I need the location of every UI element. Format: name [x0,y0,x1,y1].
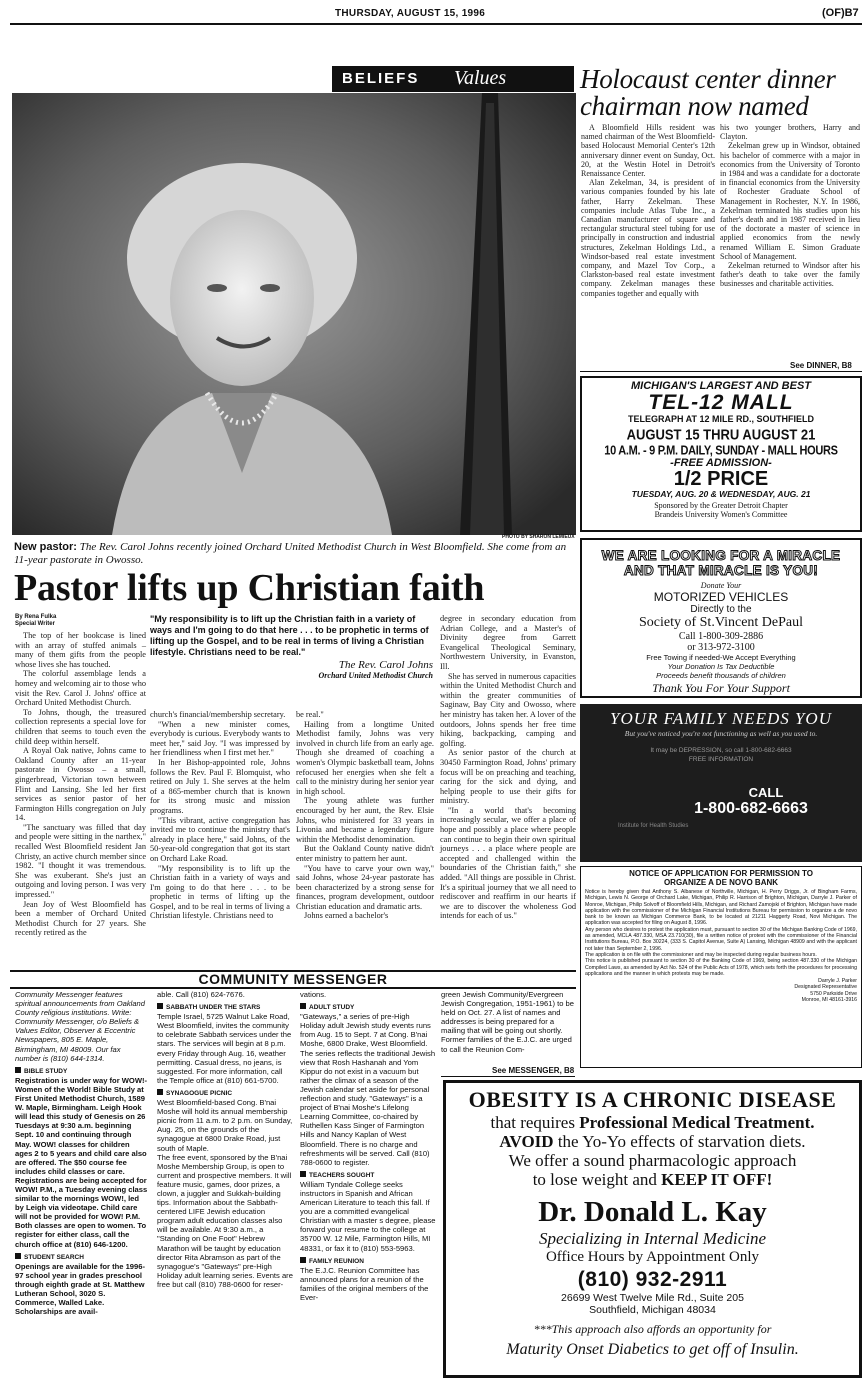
obesity-line1a: that requires [490,1113,580,1132]
paragraph: Zekelman returned to Windsor after his father's death to take over the family businesses and charitable activities. [720,261,860,289]
obesity-line2a: AVOID [499,1132,554,1151]
pullquote-org: Orchard United Methodist Church [318,671,433,680]
caption-label: New pastor: [14,541,77,553]
depression-line3: It may be DEPRESSION, so call 1-800-682-6663 [650,747,792,754]
paragraph: "This vibrant, active congregation has invited me to continue the ministry that's already in place here," said Johns, of the 50-year-old congregation that got its start on Orchard Lake Road. [150,815,290,863]
depaul-call: Call 1-800-309-2886 [678,631,764,642]
pullquote [150,614,433,680]
paragraph: Hailing from a longtime United Methodist family, Johns was very involved in church life from an early age. Though she dreamed of coaching a women's Olympic basketball team, Johns refocused her energies when she felt a call to the ministry during her senior year in high school. [296,719,434,796]
obesity-bottom: Maturity Onset Diabetics to get off of Insulin. [506,1341,799,1358]
bullet-icon [300,1171,306,1177]
announcement-text: Openings are available for the 1996-97 school year in grades preschool through eighth grade at St. Matthew Lutheran School, 3020 S. Commerce, Walled Lake. Scholarships are avail- [15,1261,145,1317]
mall-ad-location: TELEGRAPH AT 12 MILE RD., SOUTHFIELD [627,414,814,424]
bullet-icon [157,1089,163,1095]
depression-sub: But you've noticed you're not functioning as well as you used to. [624,729,818,738]
depaul-org: Society of St.Vincent DePaul [638,615,804,630]
announcement-text: West Bloomfield-based Cong. B'nai Moshe will hold its annual membership picnic from 11 a.m. to 2 p.m. on Sunday, Aug. 25, on the grounds of the synagogue at 6800 Drake Road, just south of Maple. [157,1098,293,1153]
obesity-line1b: Professional Medical Treatment. [579,1113,815,1132]
paragraph: But the Oakland County native didn't enter ministry to pattern her aunt. [296,844,434,863]
paragraph: degree in secondary education from Adrian College, and a Master's of Divinity degree from Garrett Evangelical Theological Seminary, Northwestern University, in Evanston, Ill. [440,614,576,671]
notice-signature: 5750 Parkside Drive [810,990,857,997]
depaul-or: or 313-972-3100 [687,642,755,653]
paragraph: be real." [296,710,324,719]
paragraph: The top of her bookcase is lined with an array of stuffed animals – many of them gifts from the people whose lives she has touched. [15,631,146,669]
heading-student-search: STUDENT SEARCH [15,1253,148,1262]
mall-ad-free: -FREE ADMISSION- [670,457,772,469]
obesity-line4a: to lose weight and [532,1170,662,1189]
depression-org: Institute for Health Studies [618,823,689,829]
paragraph: "In a world that's becoming increasingly secular, we offer a place of hope and possibly a place where people can continue to begin their own spiritual journeys . . . a place where people are accepted and challenged within the boundaries of the Christian faith," she added. "All things are possible in Christ. It's a spiritual journey that we all need to rediscover and reaffirm in our hearts if we are to discover the wholeness God intends for each of us." [440,805,576,921]
holocaust-headline: Holocaust center dinner chairman now named [580,64,836,121]
depression-call: CALL [748,785,784,800]
heading-adult-study: ADULT STUDY [300,1003,436,1012]
paragraph: To Johns, though, the treasured collection represents a special love for children that seems to touch even the child deep within herself. [15,707,146,746]
bullet-icon [300,1003,306,1009]
paragraph: Zekelman grew up in Windsor, obtained his bachelor of commerce with a major in economics from the University of Toronto in 1984 and was a candidate for a doctorate in financial economics from the University of Rochester Graduate School of Management in Rochester, N.Y. In 1986, Zekelman terminated his studies upon his father's death and in 1987 received in lieu of the doctorate a master of science in applied economics from the newly renamed William E. Simon Graduate School of Management. [720,141,860,261]
byline-name: By Rena Fulka [15,614,57,620]
paragraph: A Royal Oak native, Johns came to Oakland County after an 11-year pastorate in Owosso – a small, gingerbread, Victorian town between Flint and Lansing. She led her first services as senior pastor of her Farmington Hills congregation on July 14. [15,746,146,823]
notice-title: NOTICE OF APPLICATION FOR PERMISSION TO [629,869,813,878]
depaul-ad[interactable] [580,538,862,698]
notice-title-2: ORGANIZE A DE NOVO BANK [663,878,779,887]
section-flag [332,66,574,92]
obesity-ad[interactable] [443,1080,862,1378]
mall-ad[interactable] [580,376,862,532]
obesity-specialty: Specializing in Internal Medicine [538,1229,767,1248]
depaul-item: MOTORIZED VEHICLES [653,590,789,604]
announcement-text: Temple Israel, 5725 Walnut Lake Road, West Bloomfield, invites the community to celebrate Sabbath services under the stars. The services will begin at 8 p.m. every Friday through Aug. 16, weather permitting. Casual dress, no jeans, is suggested. For more information, call the Temple office at (810) 661-5700. [157,1012,292,1085]
photo-caption [14,541,574,567]
community-title: COMMUNITY MESSENGER [198,971,388,987]
community-column-2 [157,990,293,1289]
bullet-icon [15,1253,21,1259]
mall-ad-days: TUESDAY, AUG. 20 & WEDNESDAY, AUG. 21 [631,489,811,499]
depaul-deductible: Your Donation Is Tax Deductible [667,662,775,671]
mall-ad-sponsor1: Sponsored by the Greater Detroit Chapter [654,501,788,510]
depaul-towing: Free Towing if needed-We Accept Everything [646,653,796,662]
paragraph: The colorful assemblage lends a homey and welcoming air to those who visit the Rev. Carol J. Johns' office at Orchard United Methodist Church. [15,669,146,708]
depression-line4: FREE INFORMATION [688,756,754,763]
paragraph: As senior pastor of the church at 30450 Farmington Road, Johns' primary focus will be on preaching and teaching, caring for the sick and dying, and helping people to use their gifts for ministry. [440,748,576,806]
main-headline: Pastor lifts up Christian faith [14,567,485,609]
depaul-thanks: Thank You For Your Support [652,681,790,695]
announcement-text: Registrations are being accepted for WOW! P.M., a Tuesday evening class similar to the mornings WOW!, led by Leigh via videotape. Child care will not be provided for WOW! P.M. Both classes are open to women. To register for either class, call the church office at (810) 646-1200. [15,1175,148,1249]
byline-title: Special Writer [15,621,55,627]
obesity-line3: We offer a sound pharmacologic approach [508,1151,797,1170]
notice-paragraph: Any person who desires to protest the application must, pursuant to section 30 of the Michigan Banking Code of 1969, as amended, MCLA 487.330, MSA 23.710(30), file a written notice of protest with the commissioner of the Financial Institutions Bureau, P.O. Box 30224, (333 S. Capitol Avenue, Suite A) Lansing, Michigan 48909 and with the applicant not later than September 2, 1996. [585,926,857,952]
divider [441,1076,575,1077]
paragraph: church's financial/membership secretary. [150,710,286,719]
paragraph: Alan Zekelman, 34, is president of various companies founded by his late father, Harry Zekelman. These companies include Atlas Tube Inc., a Canadian manufacturer of square and rectangular structural steel tubing for use principally in construction and industrial structures, Zekelman Holdings Ltd., a Windsor-based real estate investment company, and Mazel Tov Corp., a Clarkston-based real estate investment company. Zekelman manages these companies together and equally with [581,178,715,298]
bullet-icon [300,1257,306,1263]
heading-sabbath: SABBATH UNDER THE STARS [157,1003,293,1012]
bank-notice [580,866,862,1068]
announcement-text: green Jewish Community/Evergreen Jewish Congregation, 1951-1961) to be held on Oct. 27. A list of names and addresses is being prepared for a mailing that will be going out shortly. Former families of the E.J.C. are urged to call the Reunion Com- [441,990,574,1054]
page-number: (OF)B7 [822,7,859,19]
notice-signature: Darryle J. Parker [818,978,857,985]
obesity-doctor: Dr. Donald L. Kay [538,1196,767,1228]
holocaust-column-2 [720,123,860,289]
heading-bible-study: BIBLE STUDY [15,1067,148,1076]
paragraph: Johns earned a bachelor's [304,911,389,921]
notice-paragraph: Notice is hereby given that Anthony S. Albanese of Northville, Michigan, H. Perry Driggs, Jr. of Bingham Farms, Michigan, Lewis N. George of Orchard Lake, Michigan, Philip R. Harrison of Brighton, Michigan, Darryle J. Parker of Monroe, Michigan, Philip Solvoff of Bloomfield Hills, Michigan, and Richard Zamojski of Brighton, Michigan have made application with the commissioner of the Michigan Financial Institutions Bureau for permission to organize a de novo bank to be known as Michigan Commerce Bank, to be located at 21211 Haggerty Road, Novi Michigan. The application was accepted for filing on August 8, 1996. [585,889,857,927]
depression-phone: 1-800-682-6663 [694,800,808,817]
section-values: Values [454,67,507,89]
notice-paragraph: This notice is published pursuant to section 30 of the Banking Code of 1969, being section 487.330 of the Michigan Compiled Laws, as amended by Act No. 524 of the Public Acts of 1978, which sets forth the procedures for processing applications and the manner in which protests may be made. [585,958,857,977]
obesity-line2b: the Yo-Yo effects of starvation diets. [553,1132,806,1151]
announcement-text: able. Call (810) 624-7676. [157,990,245,999]
holocaust-jump[interactable]: See DINNER, B8 [790,361,852,370]
notice-signature: Designated Representative [794,984,857,991]
paragraph: "The sanctuary was filled that day and people were sitting in the narthex," recalled West Bloomfield resident Jan Christy, an active church member since 1982. "I thought it was tremendous. She was exuberant. She's just an outgoing and loving person. I was very impressed." [15,822,146,900]
pastor-column-1 [15,631,146,938]
mall-ad-sponsor2: Brandeis University Women's Committee [654,510,788,519]
pullquote-name: The Rev. Carol Johns [338,659,433,671]
paragraph: Jean Joy of West Bloomfield has been a member of Orchard United Methodist Church for 27 years. She recently retired as the [15,899,146,938]
announcement-text: William Tyndale College seeks instructors in Spanish and African American Literature to teach this fall. If you are a committed evangelical Christian with a master s degree, please forward your resume to the college at 35700 W. 12 Mile, Farmington Hills, MI 48331, or fax it to (810) 553-5963. [300,1179,436,1253]
masthead-rule [10,23,862,25]
paragraph: She has served in numerous capacities within the United Methodist Church and within the greater communities of Saginaw, Bay City and Owosso, where her ministry has taken her. A lover of the outdoors, Johns spends her free time hiking, backpacking, camping and golfing. [440,671,576,748]
obesity-address-1: 26699 West Twelve Mile Rd., Suite 205 [561,1292,744,1304]
mall-ad-dates: AUGUST 15 THRU AUGUST 21 [626,425,816,444]
mall-ad-price: 1/2 PRICE [673,468,769,490]
page-date: THURSDAY, AUGUST 15, 1996 [335,8,486,19]
depaul-headline-2: AND THAT MIRACLE IS YOU! [623,563,819,578]
heading-reunion: FAMILY REUNION [300,1257,436,1266]
depression-headline: YOUR FAMILY NEEDS YOU [609,709,832,728]
paragraph: A Bloomfield Hills resident was named chairman of the West Bloomfield-based Holocaust Memorial Center's 12th anniversary dinner event on Sunday, Oct. 20, at the Westin Hotel in Detroit's Renaissance Center. [581,123,715,179]
pastor-column-2 [150,710,290,921]
heading-teachers: TEACHERS SOUGHT [300,1171,436,1180]
byline [15,614,56,628]
obesity-line4b: KEEP IT OFF! [661,1170,773,1189]
paragraph: "You have to carve your own way," said Johns, whose 24-year pastorate has been characterized by a strong sense for finances, program development, outdoor Christian education and dramatic arts. [296,863,434,911]
notice-signature: Monroe, MI 48161-3916 [801,996,857,1003]
announcement-text: "Gateways," a series of pre-High Holiday adult Jewish study events runs from Aug. 15 to Sept. 7 at Cong. B'nai Moshe, 6800 Drake, West Bloomfield. The series reflects the traditional Jewish view that Rosh Hashanah and Yom Kippur do not exist in a vacuum but rather the climax of a season of the Jewish calendar set aside for personal reflection and study. "Gateways" is a project of B'nai Moshe's Lifelong Learning Committee, co-chaired by Ruthellen Kass Singer of Farmington Hills and Nancy Kaplan of West Bloomfield. There is no charge and refreshments will be served. Call (810) 788-0600 to register. [300,1012,436,1167]
community-column-4 [441,990,575,1054]
community-rule-bottom [10,987,576,989]
bullet-icon [157,1003,163,1009]
pullquote-text: "My responsibility is to lift up the Christian faith in a variety of ways and I'm going to do that here . . . to be prophetic in terms of lifting up the Gospel, and to be real in terms of living a Christian lifestyle. Christians need to be real." [150,614,429,657]
announcement-text: The E.J.C. Reunion Committee has announced plans for a reunion of the families of the original members of the Ever- [300,1265,429,1302]
community-column-1 [15,990,148,1316]
paragraph: The young athlete was further encouraged by her aunt, the Rev. Elsie Johns, who ministered for 33 years in Livonia and became a legendary figure within the Methodist denomination. [296,796,434,844]
notice-paragraph: The application is on file with the commissioner and may be inspected during regular business hours. [585,951,817,958]
messenger-jump[interactable]: See MESSENGER, B8 [492,1066,575,1075]
paragraph: "When a new minister comes, everybody is curious. Everybody wants to meet her," said Joy. "I was impressed by her friendliness when I first met her." [150,719,290,758]
community-column-3 [300,990,436,1302]
announcement-text: The free event, sponsored by the B'nai Moshe Membership Group, is open to current and prospective members. It will feature music, games, door prizes, a clown, a juggler and Sukkah-building tips. Information about the Sabbath-centered LIFE Jewish education program adult education classes also will be available. At 9:30 a.m., a "Standing on One Foot" Hebrew Marathon will be taught by education director Rita Abramson as part of the synagogue's "Gateways" pre-High Holiday adult learning series. Events are free but call (810) 788-0600 for reser- [157,1152,293,1289]
mall-ad-name: TEL-12 MALL [648,391,794,414]
section-beliefs: BELIEFS [342,70,420,87]
holocaust-column-1 [581,123,715,298]
depaul-headline-1: WE ARE LOOKING FOR A MIRACLE [601,548,841,563]
caption-text: The Rev. Carol Johns recently joined Orchard United Methodist Church in West Bloomfield. She come from an 11-year pastorate in Owosso. [14,541,567,566]
obesity-note: ***This approach also affords an opportunity for [533,1322,772,1336]
pastor-column-3 [296,710,434,921]
divider [580,371,862,372]
depaul-donate: Donate Your [700,581,742,590]
depaul-benefit: Proceeds benefit thousands of children [656,671,786,680]
announcement-text: vations. [300,990,327,999]
bullet-icon [15,1067,21,1073]
community-intro: Community Messenger features spiritual announcements from Oakland County religious institutions. Write: Community Messenger, c/o Beliefs & Values Editor, Observer & Eccentric Newspapers, 805 E. Maple, Birmingham, MI 48009. Our fax number is (810) 644-1314. [15,990,146,1063]
mall-ad-line1: MICHIGAN'S LARGEST AND BEST [630,380,812,392]
depression-ad[interactable] [580,704,862,862]
paragraph: his two younger brothers, Harry and Clayton. [720,123,860,142]
heading-picnic: SYNAGOGUE PICNIC [157,1089,293,1098]
depaul-directly: Directly to the [690,604,752,615]
obesity-hours: Office Hours by Appointment Only [545,1249,760,1265]
obesity-headline: OBESITY IS A CHRONIC DISEASE [468,1087,837,1112]
announcement-text: Registration is under way for WOW!-Women of the World! Bible Study at First United Methodist Church, 1589 W. Maple, Birmingham. Leigh Hook will lead this study of Genesis on 26 Tuesdays at 9:30 a.m. beginning Sept. 10 and continuing through May. WOW! classes for children ages 2 to 5 years and child care also are offered. The $50 course fee includes child classes or care. [15,1075,148,1176]
pastor-photo [12,93,576,535]
paragraph: "My responsibility is to lift up the Christian faith in a variety of ways and I'm going to do that here . . . to be prophetic in terms of lifting up the Gospel, and to be real in terms of living a Christian lifestyle. Christians need to [150,863,290,921]
obesity-phone: (810) 932-2911 [577,1268,728,1291]
mall-ad-hours: 10 A.M. - 9 P.M. DAILY, SUNDAY - MALL HOURS [604,444,838,458]
photo-credit: PHOTO BY SHARON LEMIEUX [502,534,575,540]
obesity-address-2: Southfield, Michigan 48034 [589,1304,716,1316]
paragraph: In her Bishop-appointed role, Johns follows the Rev. Paul F. Blomquist, who retired on July 1. She serves at the helm of a 865-member church that is known for its strong music and mission programs. [150,757,290,815]
pastor-column-4 [440,614,576,921]
